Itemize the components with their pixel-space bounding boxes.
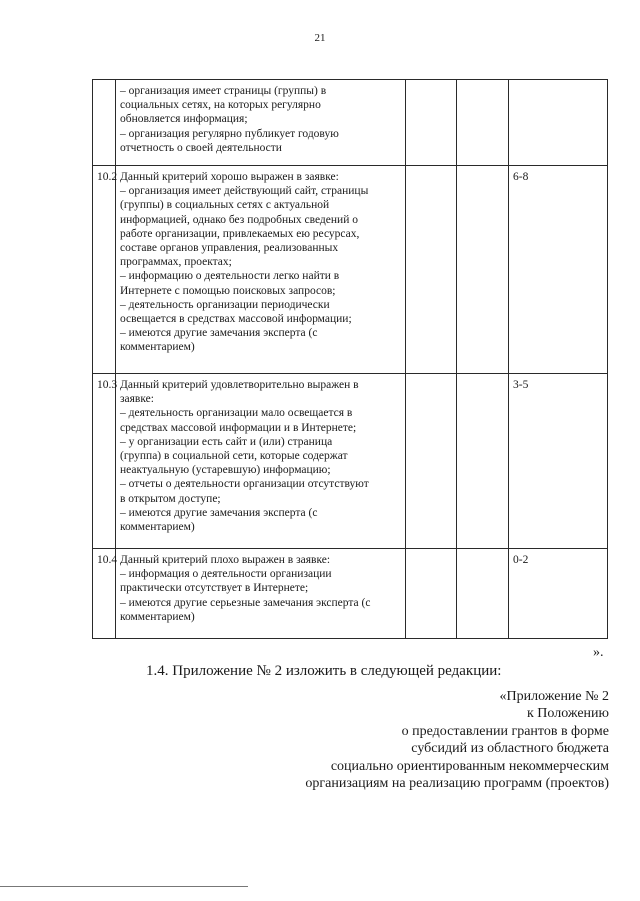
criterion-number: 10.3	[93, 374, 116, 549]
description-line: Данный критерий удовлетворительно выражен в	[120, 379, 359, 391]
page-number: 21	[314, 32, 326, 44]
empty-cell	[457, 166, 509, 374]
description-line: – организация имеет страницы (группы) в	[120, 85, 327, 97]
description-line: информацией, однако без подробных сведений о	[120, 213, 358, 226]
criterion-description	[116, 549, 406, 639]
description-line: – деятельность организации мало освещается в	[120, 407, 353, 420]
description-line: практически отсутствует в Интернете;	[120, 582, 309, 595]
description-line: (группы) в социальных сетях с актуальной	[120, 199, 330, 212]
description-line: – отчеты о деятельности организации отсутствуют	[120, 478, 369, 491]
description-line: составе органов управления, реализованных	[120, 242, 339, 255]
criterion-number: 10.2	[93, 166, 116, 374]
description-line: заявке:	[120, 393, 154, 406]
description-line: – у организации есть сайт и (или) страница	[120, 435, 333, 448]
appendix-line: социально ориентированным некоммерческим	[330, 758, 609, 774]
empty-cell	[406, 374, 457, 549]
description-line: – имеются другие серьезные замечания эксперта (с	[120, 596, 371, 609]
criterion-description	[116, 374, 406, 549]
appendix-heading	[305, 688, 609, 792]
description-line: социальных сетях, на которых регулярно	[120, 99, 321, 112]
description-line: – информацию о деятельности легко найти в	[120, 270, 340, 283]
table-row	[93, 166, 608, 374]
footer-divider	[0, 886, 248, 887]
description-line: средствах массовой информации и в Интернете;	[120, 421, 357, 434]
table-row	[93, 80, 608, 166]
empty-cell	[457, 374, 509, 549]
description-line: Данный критерий хорошо выражен в заявке:	[120, 171, 339, 183]
empty-cell	[457, 80, 509, 166]
description-line: – организация регулярно публикует годовую	[120, 127, 339, 140]
appendix-line: о предоставлении грантов в форме	[401, 723, 609, 739]
criterion-score	[509, 80, 608, 166]
criterion-number: 10.4	[93, 549, 116, 639]
description-line: – имеются другие замечания эксперта (с	[120, 327, 318, 340]
appendix-line: организациям на реализацию программ (проектов)	[305, 776, 609, 792]
criteria-table	[92, 79, 608, 639]
criterion-score: 6-8	[509, 166, 608, 374]
description-line: – деятельность организации периодически	[120, 298, 330, 311]
description-line: – имеются другие замечания эксперта (с	[120, 506, 318, 519]
description-line: отчетность о своей деятельности	[120, 141, 282, 154]
appendix-line: субсидий из областного бюджета	[411, 741, 609, 757]
description-line: (группа) в социальной сети, которые содержат	[120, 450, 348, 463]
empty-cell	[406, 166, 457, 374]
description-line: Данный критерий плохо выражен в заявке:	[120, 554, 331, 566]
criterion-score: 3-5	[509, 374, 608, 549]
criterion-score: 0-2	[509, 549, 608, 639]
appendix-line: к Положению	[526, 706, 609, 722]
empty-cell	[457, 549, 509, 639]
empty-cell	[406, 80, 457, 166]
closing-quote: ».	[593, 645, 604, 660]
table-row	[93, 549, 608, 639]
criterion-number	[93, 80, 116, 166]
amendment-text: 1.4. Приложение № 2 изложить в следующей редакции:	[146, 663, 502, 679]
description-line: – организация имеет действующий сайт, страницы	[120, 185, 369, 198]
description-line: в открытом доступе;	[120, 492, 221, 505]
appendix-line: «Приложение № 2	[499, 689, 609, 704]
criterion-description	[116, 80, 406, 166]
description-line: программах, проектах;	[120, 256, 232, 269]
description-line: Интернете с помощью поисковых запросов;	[120, 284, 336, 297]
description-line: освещается в средствах массовой информации;	[120, 313, 352, 326]
description-line: обновляется информация;	[120, 113, 248, 126]
description-line: работе организации, привлекаемых ею ресурсах,	[120, 227, 360, 240]
criterion-description	[116, 166, 406, 374]
description-line: комментарием)	[120, 521, 195, 534]
empty-cell	[406, 549, 457, 639]
table-row	[93, 374, 608, 549]
description-line: комментарием)	[120, 341, 195, 354]
description-line: комментарием)	[120, 610, 195, 623]
description-line: – информация о деятельности организации	[120, 568, 332, 581]
description-line: неактуальную (устаревшую) информацию;	[120, 464, 331, 477]
